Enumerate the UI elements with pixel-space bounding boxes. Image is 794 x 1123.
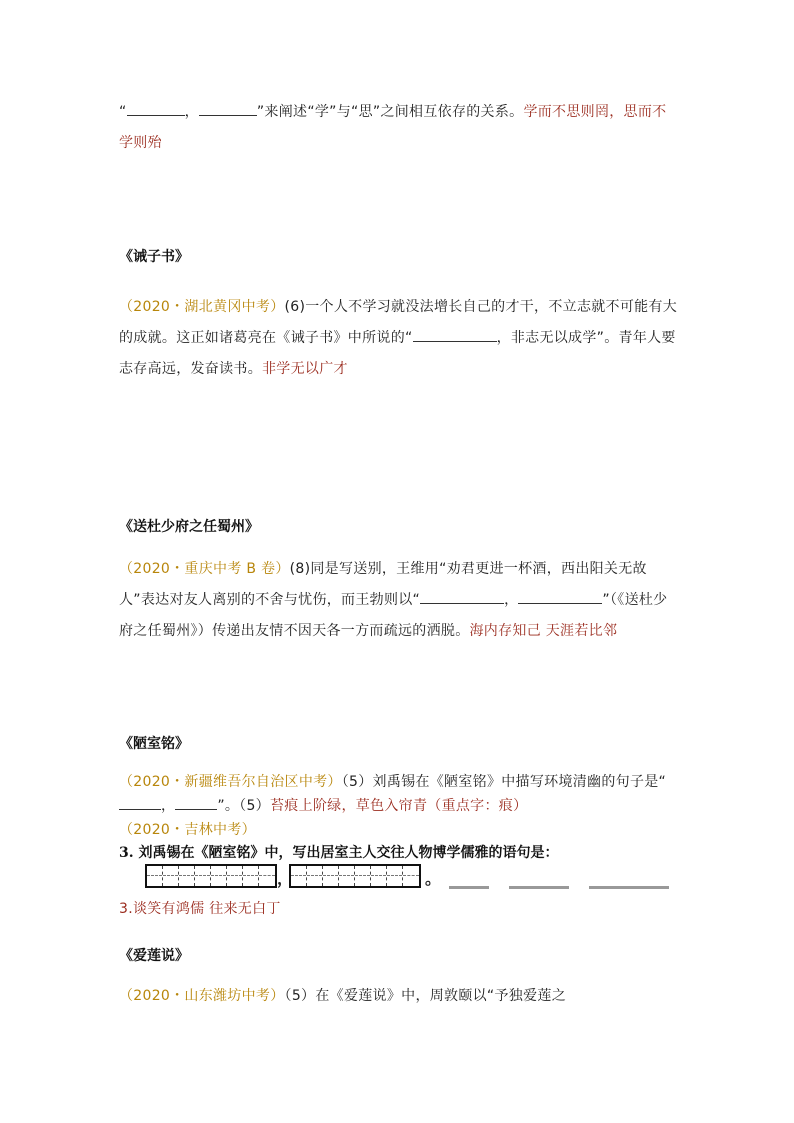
character-grid: [289, 864, 421, 888]
character-grid: [145, 864, 277, 888]
answer-text: 学而不思则罔，思而不学则殆: [119, 104, 667, 151]
fill-blank: [175, 795, 217, 810]
fill-blank: [420, 589, 504, 604]
fill-blank: [413, 327, 497, 342]
section-heading: 《爱莲说》: [119, 948, 189, 964]
scan-artifact: [509, 886, 569, 889]
source-tag: （2020・湖北黄冈中考）: [119, 299, 285, 315]
paragraph-loushiming: （2020・新疆维吾尔自治区中考）（5）刘禹锡在《陋室铭》中描写环境清幽的句子是“， ”。（5）苔痕上阶绿，草色入帘青（重点字：痕） （2020・吉林中考）: [119, 774, 667, 838]
answer-text: 非学无以广才: [262, 361, 348, 377]
source-tag: （2020・吉林中考）: [119, 822, 256, 838]
answer-text: 3.谈笑有鸿儒 往来无白丁: [119, 901, 281, 917]
answer-text: 海内存知己 天涯若比邻: [469, 623, 618, 639]
fill-blank: [119, 795, 161, 810]
section-heading: 《诫子书》: [119, 249, 189, 265]
fill-blank: [127, 101, 185, 116]
paragraph-ailianshuo: （2020・山东潍坊中考）（5）在《爱莲说》中，周敦颐以“予独爱莲之: [119, 988, 566, 1004]
fill-blank: [199, 101, 257, 116]
source-tag: （2020・重庆中考 B 卷）: [119, 561, 290, 577]
answer-text: 苔痕上阶绿，草色入帘青（重点字：痕）: [269, 798, 528, 814]
paragraph-xue-si: “ ， ”来阐述“学”与“思”之间相互依存的关系。学而不思则罔，思而不学则殆: [119, 97, 679, 159]
scan-artifact: [449, 886, 489, 889]
scanned-question-text: 3. 刘禹锡在《陋室铭》中，写出居室主人交往人物博学儒雅的语句是：: [119, 845, 559, 861]
fill-blank: [518, 589, 602, 604]
source-tag: （2020・新疆维吾尔自治区中考）: [119, 774, 342, 790]
scan-artifact: [589, 886, 669, 889]
source-tag: （2020・山东潍坊中考）: [119, 988, 285, 1004]
paragraph-jiezishu: （2020・湖北黄冈中考）(6)一个人不学习就没法增长自己的才干，不立志就不可能有大的成就。这正如诸葛亮在《诫子书》中所说的“ ，非志无以成学”。青年人要志存高远，发奋读书。非学无以广才: [119, 299, 678, 377]
section-heading: 《送杜少府之任蜀州》: [119, 519, 259, 535]
section-heading: 《陋室铭》: [119, 736, 189, 752]
scanned-question: 3. 刘禹锡在《陋室铭》中，写出居室主人交往人物博学儒雅的语句是： ， 。: [119, 842, 679, 890]
paragraph-songdu: （2020・重庆中考 B 卷）(8)同是写送别，王维用“劝君更进一杯酒，西出阳关无故人”表达对友人离别的不舍与忧伤，而王勃则以“ ， ”（《送杜少府之任蜀州》）传递出友情不因天各一方而疏远的洒脱。海内存知己 天涯若比邻: [119, 561, 668, 639]
